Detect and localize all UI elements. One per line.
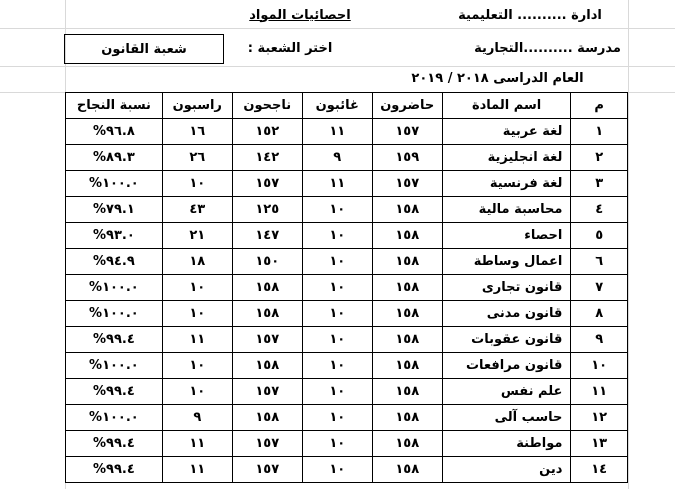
subject-name-cell[interactable]: قانون مرافعات <box>442 353 571 379</box>
column-header-absent: غائبون <box>302 93 372 119</box>
branch-select[interactable]: شعبة القانون <box>64 34 224 64</box>
subject-name-cell[interactable]: قانون عقوبات <box>442 327 571 353</box>
failed-count-cell[interactable]: ١١ <box>162 457 232 483</box>
school-label: مدرسة ..........التجارية <box>474 40 621 56</box>
choose-branch-label: اختر الشعبة : <box>247 40 333 56</box>
passed-count-cell[interactable]: ١٥٧ <box>232 171 302 197</box>
failed-count-cell[interactable]: ١٠ <box>162 275 232 301</box>
table-row <box>66 353 628 379</box>
subject-name-cell[interactable]: قانون تجارى <box>442 275 571 301</box>
column-header-index: م <box>571 93 628 119</box>
row-index-cell[interactable]: ١١ <box>571 379 628 405</box>
present-count-cell[interactable]: ١٥٨ <box>372 197 442 223</box>
absent-count-cell[interactable]: ١٠ <box>302 327 372 353</box>
absent-count-cell[interactable]: ١٠ <box>302 197 372 223</box>
present-count-cell[interactable]: ١٥٨ <box>372 327 442 353</box>
subject-name-cell[interactable]: قانون مدنى <box>442 301 571 327</box>
failed-count-cell[interactable]: ٢٦ <box>162 145 232 171</box>
present-count-cell[interactable]: ١٥٧ <box>372 171 442 197</box>
table-row <box>66 197 628 223</box>
table-row <box>66 431 628 457</box>
table-row <box>66 275 628 301</box>
pass-rate-cell[interactable]: %١٠٠.٠ <box>66 301 163 327</box>
column-header-subject: اسم المادة <box>442 93 571 119</box>
failed-count-cell[interactable]: ١٦ <box>162 119 232 145</box>
pass-rate-cell[interactable]: %٩٩.٤ <box>66 379 163 405</box>
absent-count-cell[interactable]: ١٠ <box>302 275 372 301</box>
failed-count-cell[interactable]: ١٠ <box>162 353 232 379</box>
row-index-cell[interactable]: ٤ <box>571 197 628 223</box>
table-row <box>66 379 628 405</box>
subject-name-cell[interactable]: لغة انجليزية <box>442 145 571 171</box>
passed-count-cell[interactable]: ١٥٧ <box>232 379 302 405</box>
absent-count-cell[interactable]: ١٠ <box>302 431 372 457</box>
row-index-cell[interactable]: ٦ <box>571 249 628 275</box>
table-row <box>66 249 628 275</box>
absent-count-cell[interactable]: ١١ <box>302 171 372 197</box>
grid-row-line <box>0 28 675 29</box>
subject-name-cell[interactable]: دين <box>442 457 571 483</box>
row-index-cell[interactable]: ١٢ <box>571 405 628 431</box>
row-index-cell[interactable]: ٥ <box>571 223 628 249</box>
failed-count-cell[interactable]: ١١ <box>162 431 232 457</box>
failed-count-cell[interactable]: ٢١ <box>162 223 232 249</box>
admin-label: ادارة .......... التعليمية <box>458 7 602 23</box>
row-index-cell[interactable]: ٨ <box>571 301 628 327</box>
absent-count-cell[interactable]: ١٠ <box>302 301 372 327</box>
table-row <box>66 119 628 145</box>
failed-count-cell[interactable]: ١١ <box>162 327 232 353</box>
table-header-row <box>66 93 628 119</box>
present-count-cell[interactable]: ١٥٩ <box>372 145 442 171</box>
passed-count-cell[interactable]: ١٥٠ <box>232 249 302 275</box>
pass-rate-cell[interactable]: %٧٩.١ <box>66 197 163 223</box>
present-count-cell[interactable]: ١٥٨ <box>372 223 442 249</box>
present-count-cell[interactable]: ١٥٨ <box>372 353 442 379</box>
stats-title: احصائيات المواد <box>249 7 351 23</box>
present-count-cell[interactable]: ١٥٨ <box>372 457 442 483</box>
subject-name-cell[interactable]: حاسب آلى <box>442 405 571 431</box>
failed-count-cell[interactable]: ٤٣ <box>162 197 232 223</box>
absent-count-cell[interactable]: ١٠ <box>302 353 372 379</box>
passed-count-cell[interactable]: ١٥٧ <box>232 457 302 483</box>
column-header-passed: ناجحون <box>232 93 302 119</box>
present-count-cell[interactable]: ١٥٨ <box>372 431 442 457</box>
absent-count-cell[interactable]: ١١ <box>302 119 372 145</box>
school-year: العام الدراسى ٢٠١٨ / ٢٠١٩ <box>411 70 584 86</box>
row-index-cell[interactable]: ٧ <box>571 275 628 301</box>
pass-rate-cell[interactable]: %٩٩.٤ <box>66 457 163 483</box>
table-row <box>66 223 628 249</box>
absent-count-cell[interactable]: ١٠ <box>302 223 372 249</box>
row-index-cell[interactable]: ١٠ <box>571 353 628 379</box>
pass-rate-cell[interactable]: %١٠٠.٠ <box>66 275 163 301</box>
present-count-cell[interactable]: ١٥٧ <box>372 119 442 145</box>
table-row <box>66 457 628 483</box>
row-index-cell[interactable]: ١٣ <box>571 431 628 457</box>
subject-name-cell[interactable]: علم نفس <box>442 379 571 405</box>
table-row <box>66 301 628 327</box>
subject-name-cell[interactable]: لغة فرنسية <box>442 171 571 197</box>
passed-count-cell[interactable]: ١٥٨ <box>232 275 302 301</box>
absent-count-cell[interactable]: ٩ <box>302 145 372 171</box>
passed-count-cell[interactable]: ١٥٧ <box>232 431 302 457</box>
subject-name-cell[interactable]: اعمال وساطة <box>442 249 571 275</box>
absent-count-cell[interactable]: ١٠ <box>302 379 372 405</box>
passed-count-cell[interactable]: ١٤٧ <box>232 223 302 249</box>
failed-count-cell[interactable]: ١٠ <box>162 301 232 327</box>
pass-rate-cell[interactable]: %٩٩.٤ <box>66 431 163 457</box>
present-count-cell[interactable]: ١٥٨ <box>372 249 442 275</box>
pass-rate-cell[interactable]: %٩٤.٩ <box>66 249 163 275</box>
pass-rate-cell[interactable]: %١٠٠.٠ <box>66 405 163 431</box>
present-count-cell[interactable]: ١٥٨ <box>372 301 442 327</box>
row-index-cell[interactable]: ١٤ <box>571 457 628 483</box>
absent-count-cell[interactable]: ١٠ <box>302 457 372 483</box>
row-index-cell[interactable]: ١ <box>571 119 628 145</box>
subjects-stats-table <box>65 92 628 483</box>
subject-name-cell[interactable]: لغة عربية <box>442 119 571 145</box>
pass-rate-cell[interactable]: %١٠٠.٠ <box>66 353 163 379</box>
passed-count-cell[interactable]: ١٥٨ <box>232 353 302 379</box>
table-row <box>66 327 628 353</box>
failed-count-cell[interactable]: ٩ <box>162 405 232 431</box>
failed-count-cell[interactable]: ١٠ <box>162 379 232 405</box>
passed-count-cell[interactable]: ١٥٢ <box>232 119 302 145</box>
absent-count-cell[interactable]: ١٠ <box>302 405 372 431</box>
row-index-cell[interactable]: ٣ <box>571 171 628 197</box>
column-header-pass-rate: نسبة النجاح <box>66 93 163 119</box>
passed-count-cell[interactable]: ١٥٧ <box>232 327 302 353</box>
failed-count-cell[interactable]: ١٨ <box>162 249 232 275</box>
passed-count-cell[interactable]: ١٢٥ <box>232 197 302 223</box>
present-count-cell[interactable]: ١٥٨ <box>372 405 442 431</box>
passed-count-cell[interactable]: ١٥٨ <box>232 405 302 431</box>
passed-count-cell[interactable]: ١٤٢ <box>232 145 302 171</box>
pass-rate-cell[interactable]: %٩٦.٨ <box>66 119 163 145</box>
present-count-cell[interactable]: ١٥٨ <box>372 275 442 301</box>
pass-rate-cell[interactable]: %٨٩.٣ <box>66 145 163 171</box>
pass-rate-cell[interactable]: %٩٩.٤ <box>66 327 163 353</box>
present-count-cell[interactable]: ١٥٨ <box>372 379 442 405</box>
passed-count-cell[interactable]: ١٥٨ <box>232 301 302 327</box>
grid-column-line <box>628 0 629 489</box>
failed-count-cell[interactable]: ١٠ <box>162 171 232 197</box>
row-index-cell[interactable]: ٩ <box>571 327 628 353</box>
table-row <box>66 171 628 197</box>
column-header-failed: راسبون <box>162 93 232 119</box>
pass-rate-cell[interactable]: %١٠٠.٠ <box>66 171 163 197</box>
table-row <box>66 405 628 431</box>
subject-name-cell[interactable]: احصاء <box>442 223 571 249</box>
table-row <box>66 145 628 171</box>
row-index-cell[interactable]: ٢ <box>571 145 628 171</box>
pass-rate-cell[interactable]: %٩٣.٠ <box>66 223 163 249</box>
subject-name-cell[interactable]: محاسبة مالية <box>442 197 571 223</box>
absent-count-cell[interactable]: ١٠ <box>302 249 372 275</box>
subject-name-cell[interactable]: مواطنة <box>442 431 571 457</box>
column-header-present: حاضرون <box>372 93 442 119</box>
